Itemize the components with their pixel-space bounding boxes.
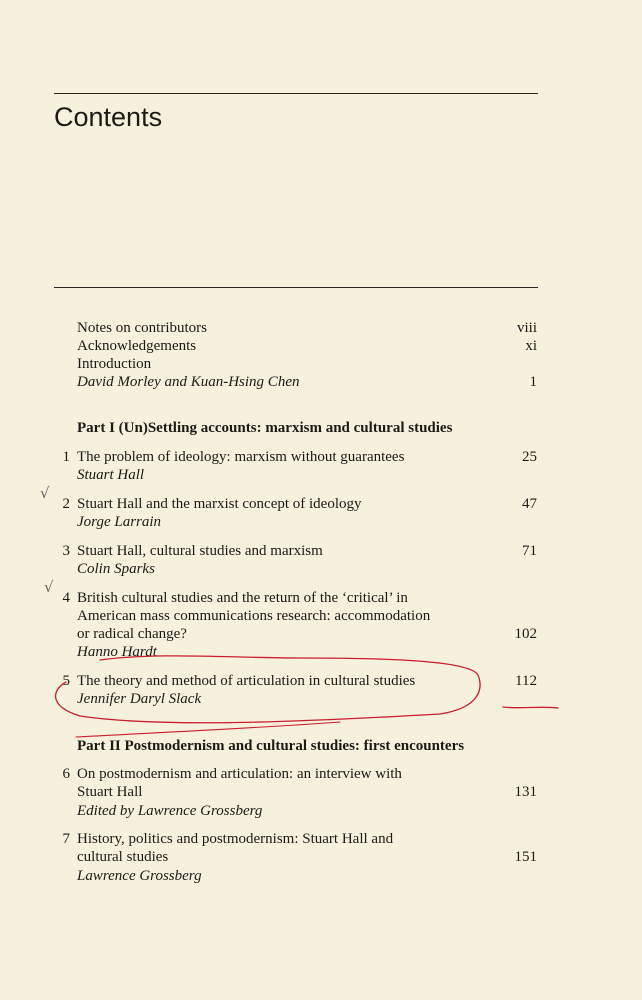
chapter-page: 71 (522, 543, 537, 559)
chapter-page: 112 (515, 673, 537, 689)
chapter-page: 47 (522, 496, 537, 512)
toc-entry-page: viii (516, 320, 537, 336)
chapter-title: The theory and method of articulation in cultural studies (77, 673, 416, 689)
chapter-author: Stuart Hall (77, 467, 145, 483)
toc-entry-page: xi (525, 338, 537, 354)
chapter-page: 25 (522, 449, 537, 465)
chapter-author: Jorge Larrain (77, 514, 162, 530)
chapter-number: 1 (62, 449, 70, 465)
red-stroke-annotation (76, 722, 340, 737)
chapter-title: cultural studies (77, 849, 169, 865)
red-circle-annotation (56, 656, 480, 723)
chapter-title: British cultural studies and the return of the ‘critical’ in (77, 590, 408, 606)
chapter-title: Stuart Hall (77, 784, 143, 800)
chapter-title: History, politics and postmodernism: Stuart Hall and (77, 831, 394, 847)
chapter-author: Jennifer Daryl Slack (77, 691, 202, 707)
chapter-title: Stuart Hall and the marxist concept of ideology (77, 496, 362, 512)
chapter-title: or radical change? (77, 626, 187, 642)
chapter-title: Stuart Hall, cultural studies and marxism (77, 543, 323, 559)
chapter-title: On postmodernism and articulation: an interview with (77, 766, 402, 782)
toc-entry-page: 1 (529, 374, 537, 390)
chapter-title: American mass communications research: accommodation (77, 608, 431, 624)
chapter-page: 151 (514, 849, 537, 865)
chapter-author: Colin Sparks (77, 561, 155, 577)
chapter-number: 7 (62, 831, 70, 847)
toc-entry-title: Notes on contributors (77, 320, 207, 336)
chapter-author: Lawrence Grossberg (77, 868, 202, 884)
chapter-number: 5 (62, 673, 70, 689)
pencil-checkmark-icon: √ (44, 578, 54, 596)
chapter-author: Edited by Lawrence Grossberg (77, 803, 263, 819)
toc-entry-title: Introduction (77, 356, 152, 372)
chapter-number: 4 (62, 590, 70, 606)
toc-entry-author: David Morley and Kuan-Hsing Chen (77, 374, 300, 390)
chapter-title: The problem of ideology: marxism without guarantees (77, 449, 405, 465)
chapter-page: 131 (514, 784, 537, 800)
part-heading: Part II Postmodernism and cultural studies: first encounters (77, 738, 465, 754)
page-title: Contents (54, 102, 163, 132)
chapter-author: Hanno Hardt (77, 644, 157, 660)
chapter-number: 2 (62, 496, 70, 512)
chapter-number: 6 (62, 766, 70, 782)
chapter-number: 3 (62, 543, 70, 559)
pencil-checkmark-icon: √ (40, 484, 50, 502)
red-underline-annotation (503, 707, 558, 708)
chapter-page: 102 (514, 626, 537, 642)
toc-entry-title: Acknowledgements (77, 338, 197, 354)
part-heading: Part I (Un)Settling accounts: marxism and cultural studies (77, 420, 453, 436)
